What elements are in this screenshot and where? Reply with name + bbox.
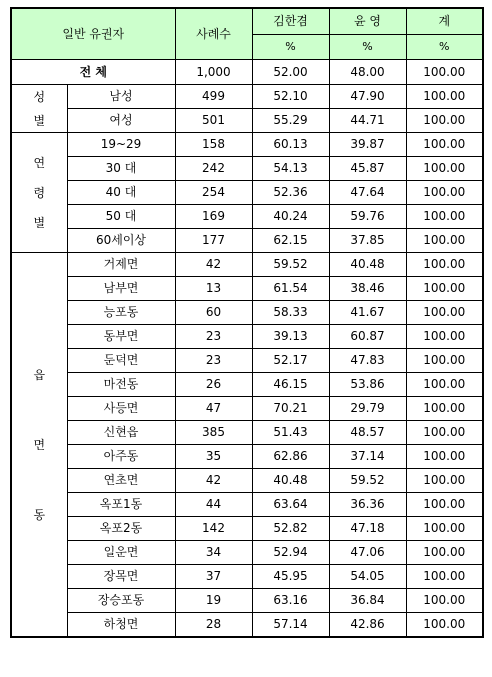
region-row-c2: 60.87	[329, 325, 406, 349]
poll-results-table-container	[10, 7, 484, 638]
age-row-sum: 100.00	[406, 229, 483, 253]
region-row	[11, 325, 483, 349]
age-row-c2: 45.87	[329, 157, 406, 181]
region-row-c2: 54.05	[329, 565, 406, 589]
age-row-c1: 52.36	[252, 181, 329, 205]
region-row-c1: 52.82	[252, 517, 329, 541]
region-row	[11, 589, 483, 613]
region-row	[11, 469, 483, 493]
gender-row-label: 남성	[67, 85, 175, 109]
gender-row-label: 여성	[67, 109, 175, 133]
region-row-c2: 36.84	[329, 589, 406, 613]
total-sum: 100.00	[406, 60, 483, 85]
region-row-c2: 38.46	[329, 277, 406, 301]
age-row	[11, 229, 483, 253]
age-row-c2: 37.85	[329, 229, 406, 253]
group-label-char: 별	[33, 113, 46, 128]
region-row-label: 둔덕면	[67, 349, 175, 373]
region-row-c2: 40.48	[329, 253, 406, 277]
region-row-sum: 100.00	[406, 493, 483, 517]
total-label: 전 체	[11, 60, 175, 85]
region-row	[11, 397, 483, 421]
region-row-sum: 100.00	[406, 325, 483, 349]
region-row-c1: 58.33	[252, 301, 329, 325]
gender-row-c1: 55.29	[252, 109, 329, 133]
gender-row-cases: 501	[175, 109, 252, 133]
poll-results-table	[10, 7, 484, 638]
group-label-char: 령	[33, 185, 46, 200]
region-row-c1: 52.17	[252, 349, 329, 373]
region-row-sum: 100.00	[406, 349, 483, 373]
region-row-c1: 45.95	[252, 565, 329, 589]
header-total-label: 계	[406, 8, 483, 35]
region-row-c1: 63.64	[252, 493, 329, 517]
gender-group-label	[11, 85, 67, 133]
region-row-label: 신현읍	[67, 421, 175, 445]
region-row-cases: 13	[175, 277, 252, 301]
age-row-label: 60세이상	[67, 229, 175, 253]
age-row-c1: 62.15	[252, 229, 329, 253]
region-row-label: 일운면	[67, 541, 175, 565]
group-label-char: 연	[33, 155, 46, 170]
age-row-cases: 158	[175, 133, 252, 157]
region-row-label: 옥포2동	[67, 517, 175, 541]
region-row-c2: 48.57	[329, 421, 406, 445]
region-row-cases: 47	[175, 397, 252, 421]
region-row	[11, 301, 483, 325]
age-row-c2: 47.64	[329, 181, 406, 205]
age-row-label: 19~29	[67, 133, 175, 157]
header-candidate2: 윤 영	[329, 8, 406, 35]
region-row-cases: 142	[175, 517, 252, 541]
age-row	[11, 205, 483, 229]
age-group-label	[11, 133, 67, 253]
age-row-sum: 100.00	[406, 205, 483, 229]
group-label-char: 성	[33, 89, 46, 104]
region-row-sum: 100.00	[406, 373, 483, 397]
region-row-label: 사등면	[67, 397, 175, 421]
region-row-label: 동부면	[67, 325, 175, 349]
region-row-cases: 35	[175, 445, 252, 469]
region-row-sum: 100.00	[406, 589, 483, 613]
gender-row-cases: 499	[175, 85, 252, 109]
region-row	[11, 373, 483, 397]
total-c1: 52.00	[252, 60, 329, 85]
region-row-c2: 29.79	[329, 397, 406, 421]
region-row	[11, 445, 483, 469]
gender-row-sum: 100.00	[406, 85, 483, 109]
age-row-c1: 54.13	[252, 157, 329, 181]
age-row-cases: 177	[175, 229, 252, 253]
gender-row-c2: 47.90	[329, 85, 406, 109]
region-row-cases: 44	[175, 493, 252, 517]
region-row-c1: 70.21	[252, 397, 329, 421]
region-row-cases: 42	[175, 469, 252, 493]
age-row	[11, 181, 483, 205]
region-row	[11, 517, 483, 541]
age-row-cases: 242	[175, 157, 252, 181]
gender-row	[11, 85, 483, 109]
total-row	[11, 60, 483, 85]
region-row-c1: 46.15	[252, 373, 329, 397]
region-row-c2: 41.67	[329, 301, 406, 325]
region-row-c2: 37.14	[329, 445, 406, 469]
group-label-char: 별	[33, 215, 46, 230]
region-row-c1: 63.16	[252, 589, 329, 613]
region-row-c2: 59.52	[329, 469, 406, 493]
total-c2: 48.00	[329, 60, 406, 85]
region-row-cases: 26	[175, 373, 252, 397]
gender-row-sum: 100.00	[406, 109, 483, 133]
region-row-cases: 34	[175, 541, 252, 565]
age-row-c1: 60.13	[252, 133, 329, 157]
age-row-cases: 169	[175, 205, 252, 229]
region-row-cases: 28	[175, 613, 252, 638]
region-row-cases: 19	[175, 589, 252, 613]
gender-row-c2: 44.71	[329, 109, 406, 133]
region-row-label: 장승포동	[67, 589, 175, 613]
age-row-sum: 100.00	[406, 157, 483, 181]
total-cases: 1,000	[175, 60, 252, 85]
region-row-cases: 60	[175, 301, 252, 325]
region-row-label: 옥포1동	[67, 493, 175, 517]
region-row	[11, 421, 483, 445]
region-row-c2: 47.18	[329, 517, 406, 541]
region-row-c1: 62.86	[252, 445, 329, 469]
region-row-cases: 385	[175, 421, 252, 445]
region-row-sum: 100.00	[406, 397, 483, 421]
age-row	[11, 157, 483, 181]
region-row-c1: 57.14	[252, 613, 329, 638]
age-row	[11, 133, 483, 157]
header-unit-c2: %	[329, 35, 406, 60]
region-row-sum: 100.00	[406, 277, 483, 301]
region-row-cases: 42	[175, 253, 252, 277]
region-row	[11, 277, 483, 301]
region-row	[11, 565, 483, 589]
region-row-label: 마전동	[67, 373, 175, 397]
age-row-sum: 100.00	[406, 133, 483, 157]
region-row-sum: 100.00	[406, 517, 483, 541]
region-row-sum: 100.00	[406, 565, 483, 589]
age-row-c2: 39.87	[329, 133, 406, 157]
region-row-label: 연초면	[67, 469, 175, 493]
group-label-char: 동	[33, 507, 46, 522]
header-cases-label: 사례수	[175, 8, 252, 60]
header-row	[11, 8, 483, 35]
header-unit-sum: %	[406, 35, 483, 60]
region-row-label: 능포동	[67, 301, 175, 325]
region-row	[11, 493, 483, 517]
header-group-label: 일반 유권자	[11, 8, 175, 60]
region-row-c1: 61.54	[252, 277, 329, 301]
region-row-c1: 59.52	[252, 253, 329, 277]
age-row-label: 50 대	[67, 205, 175, 229]
region-row-c2: 53.86	[329, 373, 406, 397]
region-row	[11, 541, 483, 565]
region-row-c1: 52.94	[252, 541, 329, 565]
age-row-c2: 59.76	[329, 205, 406, 229]
region-row-sum: 100.00	[406, 445, 483, 469]
age-row-cases: 254	[175, 181, 252, 205]
age-row-sum: 100.00	[406, 181, 483, 205]
region-row-label: 아주동	[67, 445, 175, 469]
region-row-cases: 23	[175, 349, 252, 373]
region-row-sum: 100.00	[406, 421, 483, 445]
group-label-char: 면	[33, 437, 46, 452]
header-candidate1: 김한겸	[252, 8, 329, 35]
region-row-sum: 100.00	[406, 301, 483, 325]
region-row-c2: 36.36	[329, 493, 406, 517]
region-row-c1: 39.13	[252, 325, 329, 349]
gender-row	[11, 109, 483, 133]
region-row-c2: 47.83	[329, 349, 406, 373]
region-row-cases: 23	[175, 325, 252, 349]
region-row-sum: 100.00	[406, 541, 483, 565]
region-row-label: 하청면	[67, 613, 175, 638]
age-row-label: 40 대	[67, 181, 175, 205]
region-row-c1: 40.48	[252, 469, 329, 493]
age-row-label: 30 대	[67, 157, 175, 181]
group-label-char: 읍	[33, 367, 46, 382]
region-row	[11, 253, 483, 277]
region-row-label: 장목면	[67, 565, 175, 589]
region-row	[11, 349, 483, 373]
gender-row-c1: 52.10	[252, 85, 329, 109]
region-row-label: 거제면	[67, 253, 175, 277]
region-row-sum: 100.00	[406, 613, 483, 638]
header-unit-c1: %	[252, 35, 329, 60]
region-row-c2: 47.06	[329, 541, 406, 565]
region-row	[11, 613, 483, 638]
age-row-c1: 40.24	[252, 205, 329, 229]
region-row-c1: 51.43	[252, 421, 329, 445]
region-row-label: 남부면	[67, 277, 175, 301]
region-row-c2: 42.86	[329, 613, 406, 638]
region-group-label	[11, 253, 67, 638]
region-row-cases: 37	[175, 565, 252, 589]
region-row-sum: 100.00	[406, 469, 483, 493]
region-row-sum: 100.00	[406, 253, 483, 277]
